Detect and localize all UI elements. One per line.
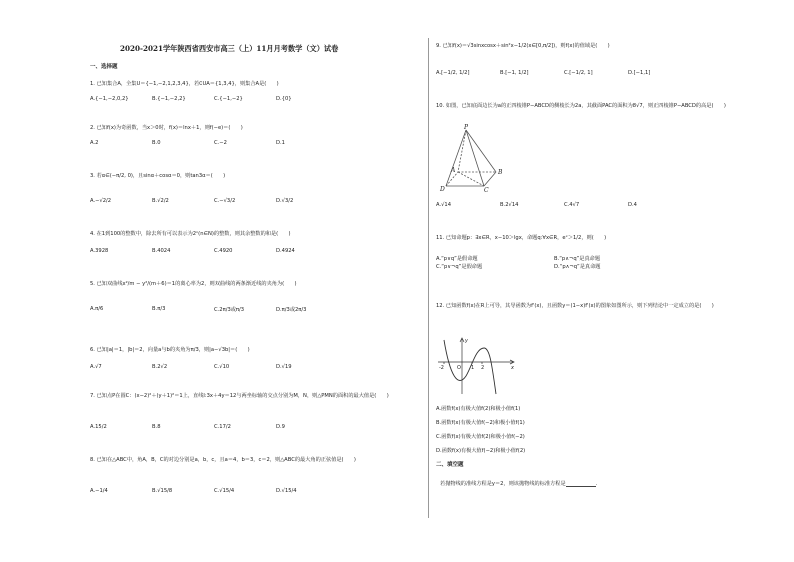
options-5 <box>90 306 338 313</box>
option: D.π/3或2π/3 <box>276 307 307 313</box>
section-heading-fill: 二、填空题 <box>436 462 464 468</box>
options-9 <box>436 70 692 76</box>
label-x: x <box>511 365 514 371</box>
edge-PA <box>458 130 466 172</box>
question-4: 4. 在1到100的整数中，除去所有可以表示为2ⁿ(n∈N)的整数，则其余整数的和是( ) <box>90 231 291 237</box>
option: C.−2 <box>214 140 227 146</box>
page-title: 2020-2021学年陕西省西安市高三（上）11月月考数学（文）试卷 <box>120 44 339 53</box>
option: C.[−1/2, 1] <box>564 70 593 76</box>
option: C.4920 <box>214 248 233 254</box>
edge-PD <box>446 130 466 186</box>
option: C.函数f(x)有极大值f(2)和极小值f(−2) <box>436 434 525 440</box>
question-13: 若抛物线的准线方程是y＝2，则该抛物线的标准方程是 . <box>440 481 598 487</box>
label-B: B <box>498 169 503 176</box>
option: A.π/6 <box>90 306 104 312</box>
question-10: 10. 如图，已知底面边长为a的正四棱锥P−ABCD的侧棱长为2a，其截面PAC的面积为8√7，则正四棱锥P−ABCD的高是( ) <box>436 103 726 109</box>
option: B.{−1,−2,2} <box>152 96 186 102</box>
option: B.“p∧¬q”是真命题 <box>554 256 601 262</box>
option: C.“p∨¬q”是假命题 <box>436 264 483 270</box>
option: A.−√2/2 <box>90 198 112 204</box>
label-origin: O <box>457 365 461 371</box>
option: B.2√2 <box>152 364 168 370</box>
label-neg2: -2 <box>439 365 444 371</box>
question-8: 8. 已知在△ABC中，角A，B，C的对边分别是a，b，c，且a＝4，b＝3，c＝2，则△ABC的最大角的正弦值是( ) <box>90 457 356 463</box>
option: D.√15/4 <box>276 488 297 494</box>
pyramid-figure <box>436 122 508 194</box>
label-D: D <box>440 186 445 193</box>
options-7 <box>90 424 338 430</box>
option: B.0 <box>152 140 161 146</box>
options-2 <box>90 140 338 146</box>
option: A.√7 <box>90 364 102 370</box>
options-12 <box>436 402 525 458</box>
option: D.函数f(x)有极大值f(−2)和极小值f(2) <box>436 448 526 454</box>
question-9: 9. 已知f(x)＝√3sinxcosx＋sin²x−1/2(x∈[0,π/2])，则f(x)的值域是( ) <box>436 43 610 49</box>
label-2: 2 <box>481 365 485 371</box>
option: A.√14 <box>436 202 452 208</box>
option: A.2 <box>90 140 99 146</box>
option: C.−√3/2 <box>214 198 236 204</box>
option: C.{−1,−2} <box>214 96 243 102</box>
question-1: 1. 已知集合A，全集U＝{−1,−2,1,2,3,4}，若∁UA＝{1,3,4}，则集合A是( ) <box>90 81 279 87</box>
option: B.[−1, 1/2] <box>500 70 529 76</box>
option: B.√2/2 <box>152 198 169 204</box>
question-5: 5. 已知双曲线x²/m − y²/(m＋6)＝1的离心率为2，则双曲线的两条渐近线的夹角为( ) <box>90 281 297 287</box>
edge-DA <box>446 172 458 186</box>
option: A.“p∨q”是假命题 <box>436 256 478 262</box>
options-4 <box>90 248 338 254</box>
options-1 <box>90 96 338 102</box>
option: D.1 <box>276 140 285 146</box>
question-3: 3. 若α∈(−π/2, 0)，且sinα＋cosα＝0，则tan3α＝( ) <box>90 173 226 179</box>
option: B.√15/8 <box>152 488 173 494</box>
column-divider <box>428 38 429 518</box>
option: D.“p∧¬q”是真命题 <box>554 264 601 270</box>
option: B.π/3 <box>152 306 166 312</box>
option: B.8 <box>152 424 161 430</box>
option: A.−1/4 <box>90 488 108 494</box>
option: D.9 <box>276 424 285 430</box>
option: C.2π/3或π/3 <box>214 307 245 313</box>
question-7: 7. 已知点P在圆C：(x−2)²＋(y＋1)²＝1上，直线l:3x＋4y＝12与两坐标轴的交点分别为M，N，则△PMN的面积的最大值是( ) <box>90 393 389 399</box>
option: A.15/2 <box>90 424 107 430</box>
label-1: 1 <box>471 365 475 371</box>
curve-y <box>444 340 496 394</box>
option: C.4√7 <box>564 202 580 208</box>
question-11: 11. 已知命题p：∃x∈R，x−10＞lgx，命题q:∀x∈R，eˣ＞1/2，则( ) <box>436 235 607 241</box>
option: B.2√14 <box>500 202 519 208</box>
option: A.[−1/2, 1/2] <box>436 70 470 76</box>
option: D.√3/2 <box>276 198 294 204</box>
option: D.[−1,1] <box>628 70 651 76</box>
option: C.√15/4 <box>214 488 235 494</box>
options-11 <box>436 255 676 271</box>
option: B.函数f(x)有极大值f(−2)和极小值f(1) <box>436 420 525 426</box>
options-3 <box>90 198 338 204</box>
label-P: P <box>464 124 469 131</box>
option: D.4 <box>628 202 637 208</box>
edge-CB <box>484 172 496 186</box>
option: A.3928 <box>90 248 109 254</box>
option: C.17/2 <box>214 424 231 430</box>
function-graph-figure <box>436 336 516 396</box>
answer-blank[interactable] <box>566 481 596 487</box>
option: D.{0} <box>276 96 292 102</box>
options-10 <box>436 202 692 208</box>
question-2: 2. 已知f(x)为奇函数，当x＞0时，f(x)＝lnx＋1，则f(−e)＝( ) <box>90 125 243 131</box>
section-heading-choice: 一、选择题 <box>90 64 118 70</box>
question-12: 12. 已知函数f(x)在R上可导，其导函数为f'(x)，且函数y＝(1−x)f'(x)的图象如图所示，则下列结论中一定成立的是( ) <box>436 303 714 309</box>
option: A.{−1,−2,0,2} <box>90 96 129 102</box>
label-y: y <box>465 338 468 344</box>
question-6: 6. 已知|a|＝1，|b|＝2，向量a与b的夹角为π/3，则|a−√3b|＝( ) <box>90 347 250 353</box>
label-C: C <box>484 187 489 194</box>
option: D.√19 <box>276 364 292 370</box>
option: A.函数f(x)有极大值f(2)和极小值f(1) <box>436 406 521 412</box>
options-6 <box>90 364 338 370</box>
option: C.√10 <box>214 364 230 370</box>
edge-PB <box>466 130 496 172</box>
options-8 <box>90 488 338 494</box>
option: B.4024 <box>152 248 171 254</box>
option: D.4924 <box>276 248 295 254</box>
label-A: A <box>451 167 456 174</box>
